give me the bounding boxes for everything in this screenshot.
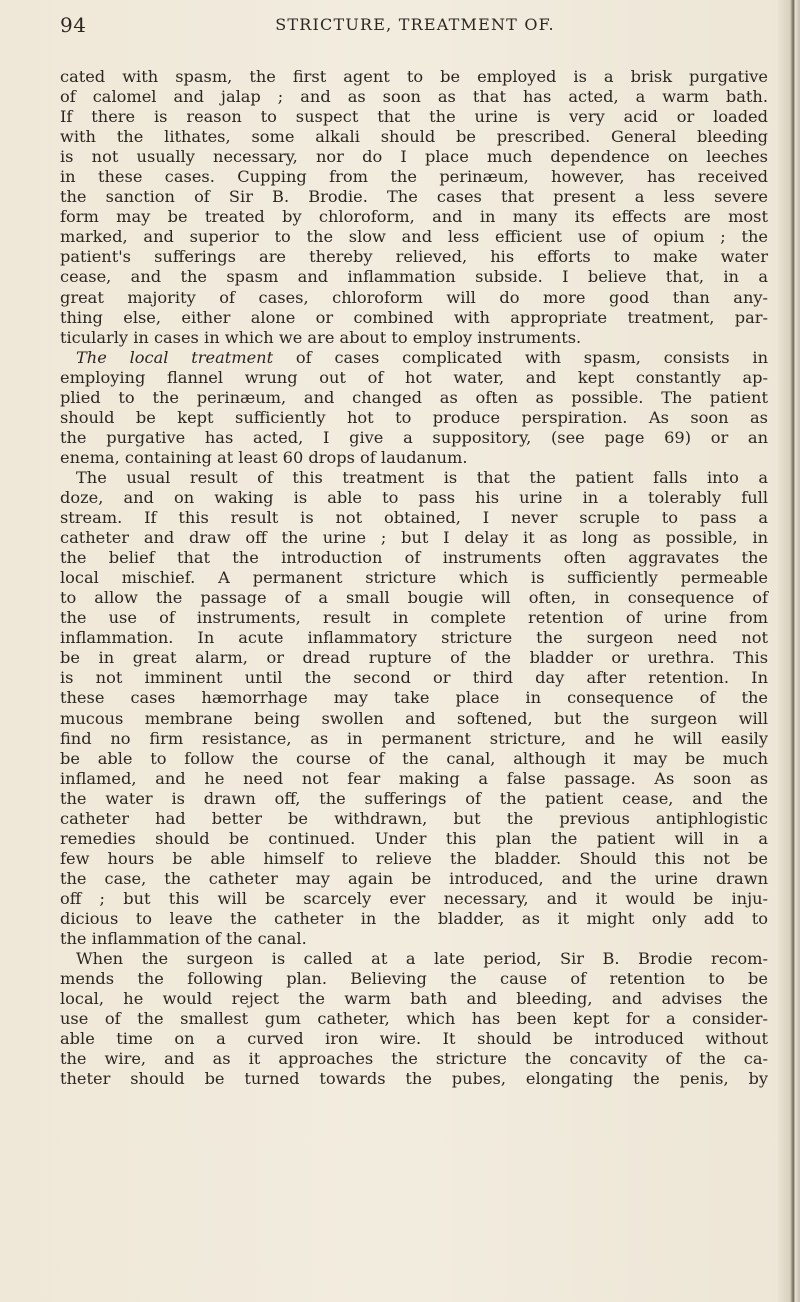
text-line: the case, the catheter may again be introduced, and the urine drawn <box>60 868 768 888</box>
text-line: form may be treated by chloroform, and in many its effects are most <box>60 207 768 227</box>
text-line: the inflammation of the canal. <box>60 929 307 949</box>
text-line: is not imminent until the second or third day after retention. In <box>60 668 768 688</box>
body-text <box>60 67 768 1089</box>
text-line: mucous membrane being swollen and softened, but the surgeon will <box>60 708 768 728</box>
text-line: able time on a curved iron wire. It should be introduced without <box>60 1029 768 1049</box>
page-header <box>60 13 770 43</box>
text-line: cated with spasm, the first agent to be employed is a brisk purgative <box>60 67 768 86</box>
text-line: employing flannel wrung out of hot water, and kept constantly ap- <box>60 367 768 387</box>
text-line: is not usually necessary, nor do I place much dependence on leeches <box>60 147 768 167</box>
text-line: inflammation. In acute inflammatory stricture the surgeon need not <box>60 628 768 648</box>
italic-phrase: The local treatment <box>76 347 274 367</box>
text-line: be able to follow the course of the canal, although it may be much <box>60 748 768 768</box>
text-line: with the lithates, some alkali should be prescribed. General bleeding <box>60 127 768 147</box>
text-line: in these cases. Cupping from the perinæum, however, has received <box>60 167 768 187</box>
text-line: ticularly in cases in which we are about to employ instruments. <box>60 327 582 347</box>
text-line: inflamed, and he need not fear making a false passage. As soon as <box>60 768 768 788</box>
text-line: catheter and draw off the urine ; but I delay it as long as possible, in <box>60 528 768 548</box>
text-line: catheter had better be withdrawn, but the previous antiphlogistic <box>60 808 768 828</box>
text-line: these cases hæmorrhage may take place in consequence of the <box>60 688 768 708</box>
text-line: theter should be turned towards the pubes, elongating the penis, by <box>60 1069 768 1089</box>
text-line: off ; but this will be scarcely ever necessary, and it would be inju- <box>60 888 768 908</box>
text-line: remedies should be continued. Under this plan the patient will in a <box>60 828 768 848</box>
text-line: enema, containing at least 60 drops of laudanum. <box>60 447 468 467</box>
page-number: 94 <box>60 13 87 37</box>
text-line: find no firm resistance, as in permanent stricture, and he will easily <box>60 728 768 748</box>
text-line: local, he would reject the warm bath and bleeding, and advises the <box>60 989 768 1009</box>
text-line: the belief that the introduction of instruments often aggravates the <box>60 548 768 568</box>
text-line: stream. If this result is not obtained, I never scruple to pass a <box>60 508 768 528</box>
text-line: local mischief. A permanent stricture which is sufficiently permeable <box>60 568 768 588</box>
text-line: marked, and superior to the slow and less efficient use of opium ; the <box>60 227 768 247</box>
text-line: to allow the passage of a small bougie will often, in consequence of <box>60 588 768 608</box>
text-line: be in great alarm, or dread rupture of the bladder or urethra. This <box>60 648 768 668</box>
text-line: dicious to leave the catheter in the bladder, as it might only add to <box>60 908 768 928</box>
text-line: If there is reason to suspect that the urine is very acid or loaded <box>60 107 768 127</box>
text-line: plied to the perinæum, and changed as often as possible. The patient <box>60 387 768 407</box>
running-head: STRICTURE, TREATMENT OF. <box>275 15 555 34</box>
page-edge-shadow <box>778 0 800 1302</box>
text-line: the sanction of Sir B. Brodie. The cases that present a less severe <box>60 187 768 207</box>
text-line: the purgative has acted, I give a suppository, (see page 69) or an <box>60 427 768 447</box>
text-line: of calomel and jalap ; and as soon as that has acted, a warm bath. <box>60 87 768 107</box>
text-line: should be kept sufficiently hot to produce perspiration. As soon as <box>60 407 768 427</box>
text-line: patient's sufferings are thereby relieved, his efforts to make water <box>60 247 768 267</box>
text-line: mends the following plan. Believing the cause of retention to be <box>60 969 768 989</box>
text-line: The local treatment of cases complicated with spasm, consists in <box>76 347 768 367</box>
text-line: cease, and the spasm and inflammation subside. I believe that, in a <box>60 267 768 287</box>
text-line: use of the smallest gum catheter, which has been kept for a consider- <box>60 1009 768 1029</box>
text-line: few hours be able himself to relieve the bladder. Should this not be <box>60 848 768 868</box>
text-line: the use of instruments, result in complete retention of urine from <box>60 608 768 628</box>
text-line: thing else, either alone or combined with appropriate treatment, par- <box>60 307 768 327</box>
text-line: The usual result of this treatment is that the patient falls into a <box>76 467 768 487</box>
text-line: When the surgeon is called at a late period, Sir B. Brodie recom- <box>76 949 768 969</box>
text-line: the wire, and as it approaches the stricture the concavity of the ca- <box>60 1049 768 1069</box>
text-line: the water is drawn off, the sufferings of the patient cease, and the <box>60 788 768 808</box>
text-line: great majority of cases, chloroform will do more good than any- <box>60 287 768 307</box>
text-line: doze, and on waking is able to pass his urine in a tolerably full <box>60 487 768 507</box>
